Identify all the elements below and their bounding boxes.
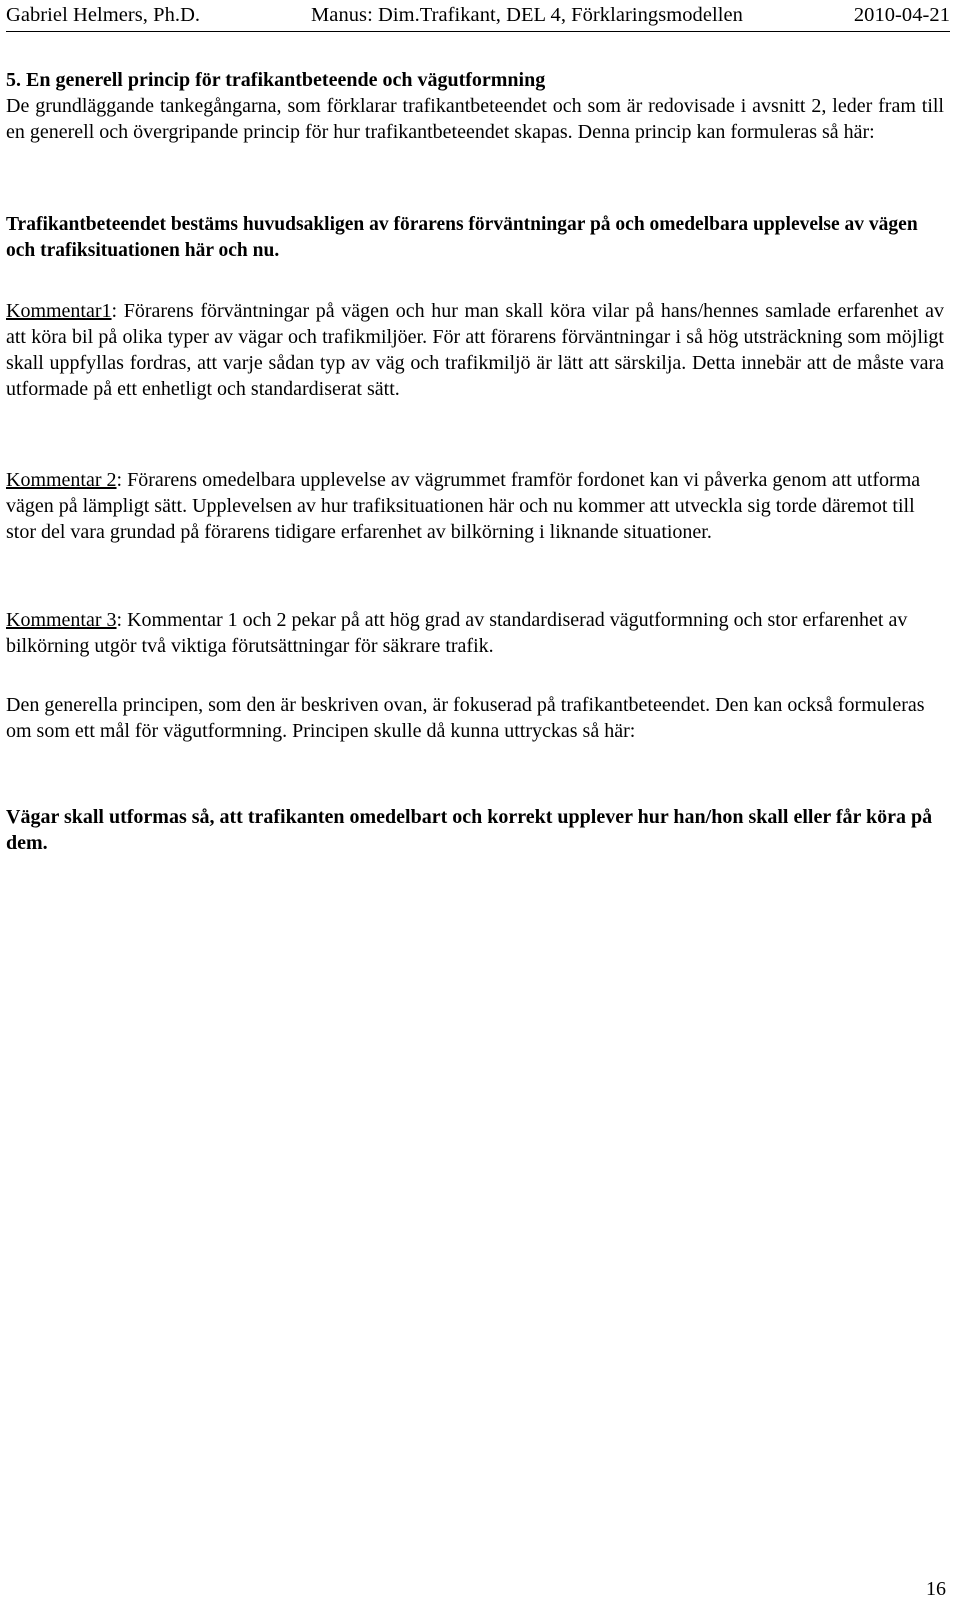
header-manuscript: Manus: Dim.Trafikant, DEL 4, Förklaringsmodellen: [311, 3, 743, 26]
general-paragraph: Den generella principen, som den är beskriven ovan, är fokuserad på trafikantbeteendet. Den kan också formuleras om som ett mål för vägutformning. Principen skulle då kunna uttryckas så här:: [6, 694, 925, 742]
comment-2-label: Kommentar 2: [6, 469, 117, 491]
header-date: 2010-04-21: [853, 3, 950, 26]
comment-3-text: : Kommentar 1 och 2 pekar på att hög grad av standardiserad vägutformning och stor erfarenhet av bilkörning utgör två viktiga förutsättningar för säkrare trafik.: [6, 609, 908, 657]
comment-1-label: Kommentar1: [6, 300, 112, 322]
comment-1-text: : Förarens förväntningar på vägen och hur man skall köra vilar på hans/hennes samlade erfarenhet av att köra bil på olika typer av vägar och trafikmiljöer. För att förarens förväntningar i så hög utsträckning som möjligt skall uppfyllas fordras, att varje sådan typ av väg och trafikmiljö är lätt att särskilja. Detta innebär att de måste vara utformade på ett enhetligt och standardiserat sätt.: [6, 300, 944, 400]
principle-statement: Trafikantbeteendet bestäms huvudsakligen av förarens förväntningar på och omedelbara upplevelse av vägen och trafiksituationen här och nu.: [6, 214, 918, 261]
comment-2-text: : Förarens omedelbara upplevelse av vägrummet framför fordonet kan vi påverka genom att utforma vägen på lämpligt sätt. Upplevelsen av hur trafiksituationen här och nu kommer att utveckla sig torde däremot till stor del vara grundad på förarens tidigare erfarenhet av bilkörning i liknande situationer.: [6, 469, 921, 543]
intro-paragraph: De grundläggande tankegångarna, som förklarar trafikantbeteendet och som är redovisade i avsnitt 2, leder fram till en generell och övergripande princip för hur trafikantbeteendet skapas. Denna princip kan formuleras så här:: [6, 95, 944, 143]
comment-3-label: Kommentar 3: [6, 609, 117, 631]
comment-2: [6, 467, 944, 545]
running-header: [6, 0, 950, 30]
comment-1: [6, 298, 944, 402]
section-heading: 5. En generell princip för trafikantbeteende och vägutformning: [6, 69, 546, 91]
page-number: 16: [926, 1578, 946, 1600]
comment-3: [6, 607, 944, 659]
header-author: Gabriel Helmers, Ph.D.: [6, 3, 201, 26]
goal-statement: Vägar skall utformas så, att trafikanten omedelbart och korrekt upplever hur han/hon skall eller får köra på dem.: [6, 806, 933, 854]
header-rule: [6, 31, 950, 32]
